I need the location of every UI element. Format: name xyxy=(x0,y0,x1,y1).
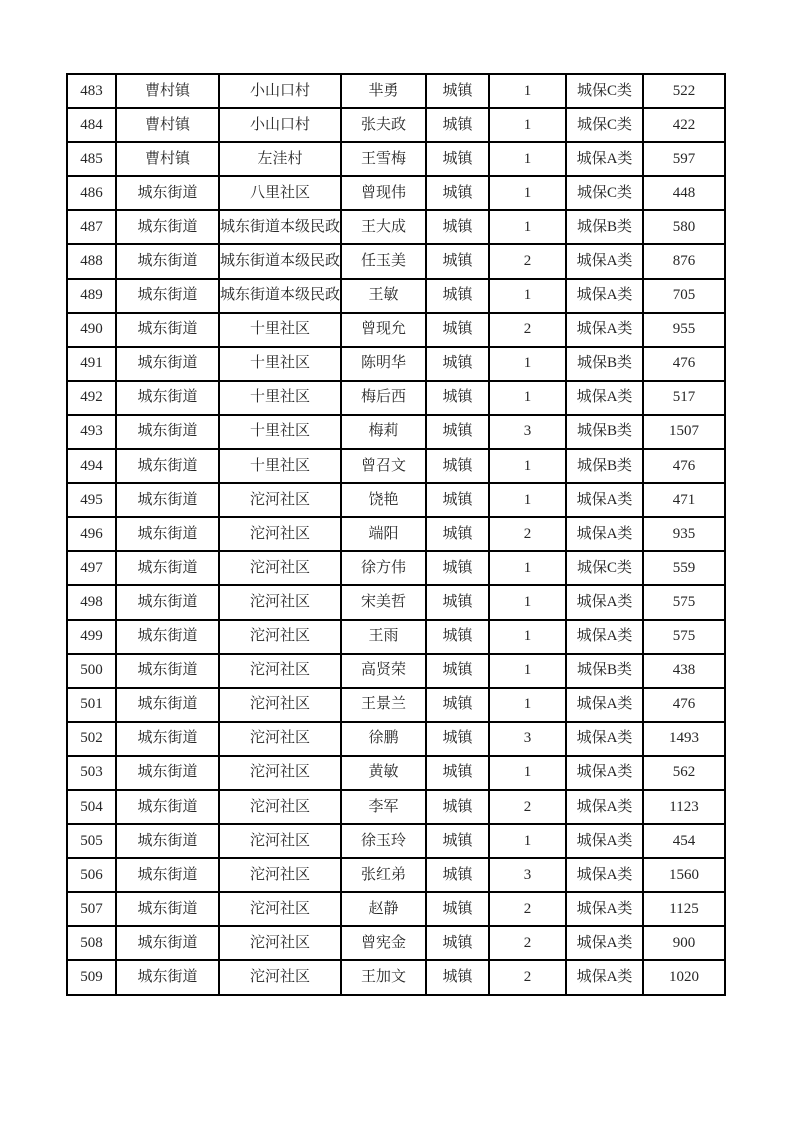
cell-amount: 1020 xyxy=(643,960,725,994)
cell-category: 城保A类 xyxy=(566,790,643,824)
cell-index: 484 xyxy=(67,108,116,142)
cell-type: 城镇 xyxy=(426,858,489,892)
cell-count: 2 xyxy=(489,790,566,824)
cell-count: 1 xyxy=(489,279,566,313)
cell-person-name: 王大成 xyxy=(341,210,426,244)
cell-amount: 1560 xyxy=(643,858,725,892)
cell-town: 城东街道 xyxy=(116,585,219,619)
cell-village: 十里社区 xyxy=(219,415,341,449)
cell-index: 506 xyxy=(67,858,116,892)
table-row xyxy=(67,517,725,551)
cell-type: 城镇 xyxy=(426,108,489,142)
table-row xyxy=(67,381,725,415)
cell-index: 509 xyxy=(67,960,116,994)
cell-count: 2 xyxy=(489,313,566,347)
cell-town: 城东街道 xyxy=(116,244,219,278)
cell-category: 城保B类 xyxy=(566,449,643,483)
cell-village: 十里社区 xyxy=(219,449,341,483)
cell-amount: 559 xyxy=(643,551,725,585)
cell-village: 沱河社区 xyxy=(219,688,341,722)
cell-town: 曹村镇 xyxy=(116,108,219,142)
cell-village: 十里社区 xyxy=(219,381,341,415)
cell-count: 1 xyxy=(489,381,566,415)
table-row xyxy=(67,108,725,142)
cell-amount: 575 xyxy=(643,620,725,654)
cell-person-name: 李军 xyxy=(341,790,426,824)
cell-index: 491 xyxy=(67,347,116,381)
cell-index: 501 xyxy=(67,688,116,722)
cell-amount: 476 xyxy=(643,347,725,381)
cell-village: 小山口村 xyxy=(219,108,341,142)
cell-category: 城保A类 xyxy=(566,926,643,960)
table-row xyxy=(67,790,725,824)
cell-count: 1 xyxy=(489,551,566,585)
cell-person-name: 曾现允 xyxy=(341,313,426,347)
cell-amount: 476 xyxy=(643,449,725,483)
table-row xyxy=(67,210,725,244)
cell-village: 沱河社区 xyxy=(219,892,341,926)
cell-town: 城东街道 xyxy=(116,483,219,517)
cell-index: 508 xyxy=(67,926,116,960)
cell-village: 十里社区 xyxy=(219,313,341,347)
cell-amount: 1507 xyxy=(643,415,725,449)
cell-village: 沱河社区 xyxy=(219,858,341,892)
cell-category: 城保A类 xyxy=(566,279,643,313)
cell-person-name: 曾现伟 xyxy=(341,176,426,210)
cell-index: 507 xyxy=(67,892,116,926)
cell-index: 488 xyxy=(67,244,116,278)
table-row xyxy=(67,620,725,654)
benefit-table xyxy=(66,73,726,996)
cell-index: 505 xyxy=(67,824,116,858)
cell-count: 3 xyxy=(489,858,566,892)
cell-index: 502 xyxy=(67,722,116,756)
cell-category: 城保A类 xyxy=(566,858,643,892)
cell-type: 城镇 xyxy=(426,279,489,313)
cell-category: 城保A类 xyxy=(566,244,643,278)
cell-type: 城镇 xyxy=(426,313,489,347)
cell-amount: 438 xyxy=(643,654,725,688)
cell-village: 沱河社区 xyxy=(219,483,341,517)
cell-type: 城镇 xyxy=(426,551,489,585)
cell-town: 城东街道 xyxy=(116,892,219,926)
cell-amount: 476 xyxy=(643,688,725,722)
table-row xyxy=(67,483,725,517)
cell-count: 1 xyxy=(489,483,566,517)
cell-category: 城保A类 xyxy=(566,722,643,756)
cell-category: 城保B类 xyxy=(566,415,643,449)
cell-town: 曹村镇 xyxy=(116,142,219,176)
cell-count: 1 xyxy=(489,449,566,483)
cell-person-name: 曾宪金 xyxy=(341,926,426,960)
table-row xyxy=(67,551,725,585)
cell-category: 城保B类 xyxy=(566,210,643,244)
cell-type: 城镇 xyxy=(426,620,489,654)
table-row xyxy=(67,142,725,176)
table-body xyxy=(67,74,725,995)
cell-index: 495 xyxy=(67,483,116,517)
table-row xyxy=(67,585,725,619)
cell-category: 城保C类 xyxy=(566,108,643,142)
table-row xyxy=(67,449,725,483)
cell-amount: 580 xyxy=(643,210,725,244)
cell-index: 489 xyxy=(67,279,116,313)
cell-town: 城东街道 xyxy=(116,313,219,347)
cell-type: 城镇 xyxy=(426,654,489,688)
cell-type: 城镇 xyxy=(426,960,489,994)
cell-person-name: 端阳 xyxy=(341,517,426,551)
cell-person-name: 赵静 xyxy=(341,892,426,926)
cell-type: 城镇 xyxy=(426,722,489,756)
cell-type: 城镇 xyxy=(426,517,489,551)
cell-type: 城镇 xyxy=(426,142,489,176)
cell-person-name: 张夫政 xyxy=(341,108,426,142)
cell-index: 492 xyxy=(67,381,116,415)
cell-amount: 1493 xyxy=(643,722,725,756)
cell-person-name: 任玉美 xyxy=(341,244,426,278)
cell-amount: 955 xyxy=(643,313,725,347)
cell-village: 城东街道本级民政 xyxy=(219,279,341,313)
cell-category: 城保A类 xyxy=(566,313,643,347)
cell-index: 503 xyxy=(67,756,116,790)
cell-person-name: 徐玉玲 xyxy=(341,824,426,858)
table-row xyxy=(67,960,725,994)
cell-category: 城保A类 xyxy=(566,892,643,926)
table-row xyxy=(67,654,725,688)
table-row xyxy=(67,824,725,858)
cell-village: 沱河社区 xyxy=(219,926,341,960)
cell-index: 498 xyxy=(67,585,116,619)
cell-index: 496 xyxy=(67,517,116,551)
cell-village: 沱河社区 xyxy=(219,585,341,619)
cell-count: 3 xyxy=(489,722,566,756)
cell-category: 城保A类 xyxy=(566,483,643,517)
cell-count: 1 xyxy=(489,108,566,142)
cell-amount: 1125 xyxy=(643,892,725,926)
cell-count: 1 xyxy=(489,176,566,210)
cell-amount: 454 xyxy=(643,824,725,858)
cell-type: 城镇 xyxy=(426,824,489,858)
cell-count: 2 xyxy=(489,926,566,960)
table-row xyxy=(67,415,725,449)
cell-town: 城东街道 xyxy=(116,722,219,756)
table-row xyxy=(67,688,725,722)
cell-category: 城保A类 xyxy=(566,585,643,619)
cell-village: 沱河社区 xyxy=(219,756,341,790)
cell-category: 城保C类 xyxy=(566,74,643,108)
cell-type: 城镇 xyxy=(426,74,489,108)
cell-person-name: 王景兰 xyxy=(341,688,426,722)
cell-type: 城镇 xyxy=(426,244,489,278)
cell-town: 城东街道 xyxy=(116,926,219,960)
cell-category: 城保C类 xyxy=(566,176,643,210)
cell-amount: 471 xyxy=(643,483,725,517)
cell-count: 1 xyxy=(489,74,566,108)
cell-count: 2 xyxy=(489,892,566,926)
cell-town: 城东街道 xyxy=(116,415,219,449)
cell-town: 城东街道 xyxy=(116,824,219,858)
cell-index: 499 xyxy=(67,620,116,654)
cell-count: 1 xyxy=(489,347,566,381)
cell-count: 1 xyxy=(489,756,566,790)
table-row xyxy=(67,74,725,108)
cell-type: 城镇 xyxy=(426,483,489,517)
cell-count: 3 xyxy=(489,415,566,449)
cell-person-name: 陈明华 xyxy=(341,347,426,381)
cell-village: 左洼村 xyxy=(219,142,341,176)
cell-village: 沱河社区 xyxy=(219,960,341,994)
cell-amount: 517 xyxy=(643,381,725,415)
cell-person-name: 高贤荣 xyxy=(341,654,426,688)
cell-town: 城东街道 xyxy=(116,381,219,415)
table-row xyxy=(67,926,725,960)
cell-count: 1 xyxy=(489,654,566,688)
cell-town: 城东街道 xyxy=(116,279,219,313)
cell-count: 1 xyxy=(489,688,566,722)
table-row xyxy=(67,756,725,790)
cell-category: 城保A类 xyxy=(566,142,643,176)
table-row xyxy=(67,347,725,381)
cell-amount: 1123 xyxy=(643,790,725,824)
cell-amount: 562 xyxy=(643,756,725,790)
cell-type: 城镇 xyxy=(426,892,489,926)
cell-village: 八里社区 xyxy=(219,176,341,210)
cell-type: 城镇 xyxy=(426,585,489,619)
cell-town: 城东街道 xyxy=(116,620,219,654)
cell-index: 493 xyxy=(67,415,116,449)
cell-village: 沱河社区 xyxy=(219,722,341,756)
cell-index: 504 xyxy=(67,790,116,824)
cell-type: 城镇 xyxy=(426,415,489,449)
cell-amount: 522 xyxy=(643,74,725,108)
cell-village: 沱河社区 xyxy=(219,824,341,858)
table-row xyxy=(67,892,725,926)
cell-amount: 422 xyxy=(643,108,725,142)
cell-index: 490 xyxy=(67,313,116,347)
cell-person-name: 梅莉 xyxy=(341,415,426,449)
cell-category: 城保B类 xyxy=(566,347,643,381)
cell-town: 城东街道 xyxy=(116,347,219,381)
cell-count: 1 xyxy=(489,210,566,244)
cell-amount: 876 xyxy=(643,244,725,278)
cell-type: 城镇 xyxy=(426,381,489,415)
cell-town: 城东街道 xyxy=(116,551,219,585)
cell-type: 城镇 xyxy=(426,790,489,824)
cell-category: 城保A类 xyxy=(566,517,643,551)
cell-person-name: 黄敏 xyxy=(341,756,426,790)
cell-amount: 575 xyxy=(643,585,725,619)
cell-town: 城东街道 xyxy=(116,790,219,824)
cell-town: 城东街道 xyxy=(116,960,219,994)
cell-village: 城东街道本级民政 xyxy=(219,244,341,278)
cell-category: 城保A类 xyxy=(566,381,643,415)
cell-village: 沱河社区 xyxy=(219,517,341,551)
cell-index: 500 xyxy=(67,654,116,688)
cell-index: 494 xyxy=(67,449,116,483)
cell-town: 城东街道 xyxy=(116,688,219,722)
cell-count: 2 xyxy=(489,517,566,551)
cell-category: 城保B类 xyxy=(566,654,643,688)
cell-town: 曹村镇 xyxy=(116,74,219,108)
cell-person-name: 王雪梅 xyxy=(341,142,426,176)
cell-town: 城东街道 xyxy=(116,449,219,483)
cell-type: 城镇 xyxy=(426,210,489,244)
cell-person-name: 宋美哲 xyxy=(341,585,426,619)
cell-village: 沱河社区 xyxy=(219,790,341,824)
cell-index: 483 xyxy=(67,74,116,108)
cell-person-name: 曾召文 xyxy=(341,449,426,483)
cell-person-name: 张红弟 xyxy=(341,858,426,892)
cell-count: 1 xyxy=(489,620,566,654)
cell-type: 城镇 xyxy=(426,926,489,960)
cell-index: 485 xyxy=(67,142,116,176)
cell-amount: 597 xyxy=(643,142,725,176)
cell-type: 城镇 xyxy=(426,756,489,790)
cell-category: 城保A类 xyxy=(566,620,643,654)
cell-town: 城东街道 xyxy=(116,517,219,551)
cell-count: 2 xyxy=(489,960,566,994)
cell-person-name: 徐方伟 xyxy=(341,551,426,585)
cell-person-name: 饶艳 xyxy=(341,483,426,517)
cell-type: 城镇 xyxy=(426,688,489,722)
cell-village: 沱河社区 xyxy=(219,551,341,585)
cell-village: 十里社区 xyxy=(219,347,341,381)
cell-person-name: 王敏 xyxy=(341,279,426,313)
cell-amount: 705 xyxy=(643,279,725,313)
table-row xyxy=(67,858,725,892)
cell-index: 486 xyxy=(67,176,116,210)
cell-person-name: 芈勇 xyxy=(341,74,426,108)
cell-category: 城保A类 xyxy=(566,960,643,994)
cell-amount: 448 xyxy=(643,176,725,210)
cell-village: 沱河社区 xyxy=(219,620,341,654)
cell-category: 城保A类 xyxy=(566,824,643,858)
cell-village: 沱河社区 xyxy=(219,654,341,688)
cell-village: 城东街道本级民政 xyxy=(219,210,341,244)
cell-category: 城保A类 xyxy=(566,688,643,722)
cell-index: 497 xyxy=(67,551,116,585)
cell-person-name: 徐鹏 xyxy=(341,722,426,756)
cell-person-name: 王雨 xyxy=(341,620,426,654)
cell-person-name: 梅后西 xyxy=(341,381,426,415)
cell-village: 小山口村 xyxy=(219,74,341,108)
cell-type: 城镇 xyxy=(426,449,489,483)
cell-town: 城东街道 xyxy=(116,654,219,688)
cell-person-name: 王加文 xyxy=(341,960,426,994)
cell-amount: 935 xyxy=(643,517,725,551)
table-row xyxy=(67,313,725,347)
cell-town: 城东街道 xyxy=(116,756,219,790)
cell-amount: 900 xyxy=(643,926,725,960)
cell-town: 城东街道 xyxy=(116,176,219,210)
table-row xyxy=(67,279,725,313)
cell-count: 2 xyxy=(489,244,566,278)
cell-index: 487 xyxy=(67,210,116,244)
cell-count: 1 xyxy=(489,585,566,619)
cell-category: 城保C类 xyxy=(566,551,643,585)
cell-town: 城东街道 xyxy=(116,210,219,244)
cell-category: 城保A类 xyxy=(566,756,643,790)
table-row xyxy=(67,176,725,210)
cell-type: 城镇 xyxy=(426,176,489,210)
cell-count: 1 xyxy=(489,142,566,176)
table-row xyxy=(67,244,725,278)
cell-count: 1 xyxy=(489,824,566,858)
table-row xyxy=(67,722,725,756)
cell-type: 城镇 xyxy=(426,347,489,381)
cell-town: 城东街道 xyxy=(116,858,219,892)
